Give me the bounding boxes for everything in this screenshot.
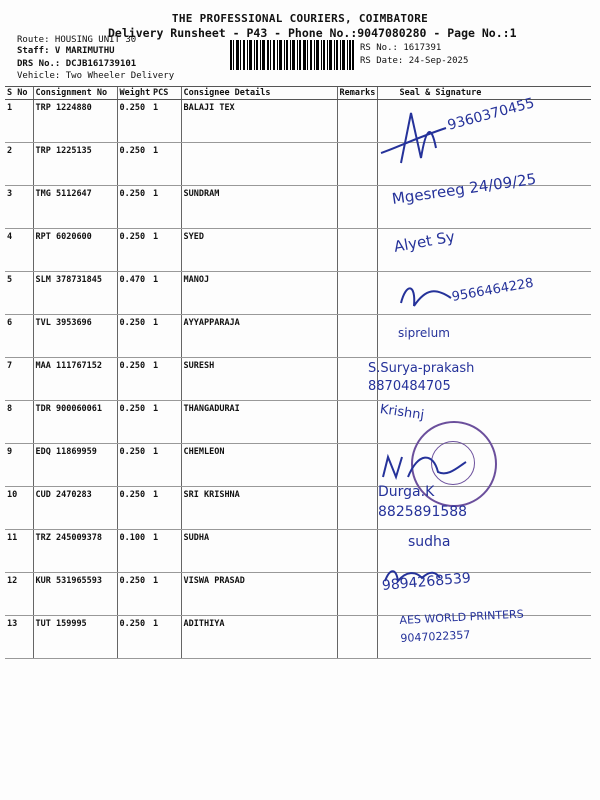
cell-consignee: AYYAPPARAJA xyxy=(181,315,337,358)
cell-sno: 8 xyxy=(5,401,33,444)
cell-pcs: 1 xyxy=(151,444,181,487)
drs-number: DRS No.: DCJB161739101 xyxy=(17,59,137,69)
cell-consignment: RPT 6020600 xyxy=(33,229,117,272)
cell-consignee: SRI KRISHNA xyxy=(181,487,337,530)
cell-sno: 13 xyxy=(5,616,33,659)
table-row xyxy=(5,401,591,444)
cell-consignee xyxy=(181,143,337,186)
cell-pcs: 1 xyxy=(151,186,181,229)
cell-remarks xyxy=(337,616,377,659)
cell-consignment: MAA 111767152 xyxy=(33,358,117,401)
col-header-signature: Seal & Signature xyxy=(377,87,591,100)
cell-consignment: TVL 3953696 xyxy=(33,315,117,358)
col-header-consignee: Consignee Details xyxy=(181,87,337,100)
cell-remarks xyxy=(337,573,377,616)
col-header-weight: Weight xyxy=(117,87,151,100)
table-header-row xyxy=(5,87,591,100)
vehicle-label: Vehicle: Two Wheeler Delivery xyxy=(17,71,175,81)
signature-scribble-icon xyxy=(376,108,456,168)
cell-sno: 7 xyxy=(5,358,33,401)
table-row xyxy=(5,444,591,487)
cell-pcs: 1 xyxy=(151,100,181,143)
signature-row-7: S.Surya-prakash 8870484705 xyxy=(368,361,475,394)
company-title: THE PROFESSIONAL COURIERS, COIMBATORE xyxy=(171,12,429,25)
cell-remarks xyxy=(337,272,377,315)
cell-sno: 10 xyxy=(5,487,33,530)
cell-consignee: THANGADURAI xyxy=(181,401,337,444)
cell-sno: 5 xyxy=(5,272,33,315)
cell-consignment: TRP 1225135 xyxy=(33,143,117,186)
cell-weight: 0.250 xyxy=(117,573,151,616)
signature-row-10: Durga.K 8825891588 xyxy=(378,484,468,520)
signature-row-12: 9894268539 xyxy=(381,570,472,594)
cell-sno: 9 xyxy=(5,444,33,487)
col-header-consignment: Consignment No xyxy=(33,87,117,100)
cell-consignment: TRZ 245009378 xyxy=(33,530,117,573)
cell-weight: 0.100 xyxy=(117,530,151,573)
cell-pcs: 1 xyxy=(151,401,181,444)
cell-pcs: 1 xyxy=(151,487,181,530)
cell-consignee: SUNDRAM xyxy=(181,186,337,229)
cell-consignment: CUD 2470283 xyxy=(33,487,117,530)
cell-remarks xyxy=(337,487,377,530)
cell-weight: 0.250 xyxy=(117,186,151,229)
cell-pcs: 1 xyxy=(151,616,181,659)
staff-label: Staff: V MARIMUTHU xyxy=(17,46,115,56)
cell-weight: 0.250 xyxy=(117,444,151,487)
cell-sno: 11 xyxy=(5,530,33,573)
signature-scribble-icon xyxy=(396,278,456,310)
cell-consignment: KUR 531965593 xyxy=(33,573,117,616)
cell-consignee: ADITHIYA xyxy=(181,616,337,659)
cell-remarks xyxy=(337,143,377,186)
cell-consignment: TDR 900060061 xyxy=(33,401,117,444)
cell-weight: 0.250 xyxy=(117,487,151,530)
cell-pcs: 1 xyxy=(151,315,181,358)
signature-row-3: Mgesreeg 24/09/25 xyxy=(390,169,538,208)
runsheet-subtitle: Delivery Runsheet - P43 - Phone No.:9047080280 - Page No.:1 xyxy=(108,26,517,40)
cell-weight: 0.250 xyxy=(117,616,151,659)
cell-consignee: SURESH xyxy=(181,358,337,401)
cell-weight: 0.250 xyxy=(117,100,151,143)
cell-weight: 0.470 xyxy=(117,272,151,315)
signature-row-6: siprelum xyxy=(398,326,450,340)
cell-pcs: 1 xyxy=(151,143,181,186)
cell-consignee: SYED xyxy=(181,229,337,272)
cell-consignee: MANOJ xyxy=(181,272,337,315)
cell-sno: 4 xyxy=(5,229,33,272)
signature-row-5: 9566464228 xyxy=(450,275,535,305)
barcode-icon xyxy=(230,40,354,70)
cell-pcs: 1 xyxy=(151,530,181,573)
cell-weight: 0.250 xyxy=(117,315,151,358)
cell-sno: 12 xyxy=(5,573,33,616)
cell-remarks xyxy=(337,229,377,272)
rs-date: RS Date: 24-Sep-2025 xyxy=(360,56,469,66)
cell-consignment: TRP 1224880 xyxy=(33,100,117,143)
cell-consignment: EDQ 11869959 xyxy=(33,444,117,487)
col-header-sno: S No xyxy=(5,87,33,100)
table-row xyxy=(5,229,591,272)
cell-pcs: 1 xyxy=(151,272,181,315)
cell-consignee: CHEMLEON xyxy=(181,444,337,487)
cell-consignee: VISWA PRASAD xyxy=(181,573,337,616)
col-header-remarks: Remarks xyxy=(337,87,377,100)
cell-pcs: 1 xyxy=(151,573,181,616)
cell-weight: 0.250 xyxy=(117,143,151,186)
cell-remarks xyxy=(337,444,377,487)
cell-consignment: SLM 378731845 xyxy=(33,272,117,315)
cell-weight: 0.250 xyxy=(117,358,151,401)
col-header-pcs: PCS xyxy=(151,87,181,100)
cell-pcs: 1 xyxy=(151,229,181,272)
cell-sno: 6 xyxy=(5,315,33,358)
rs-number: RS No.: 1617391 xyxy=(360,43,442,53)
route-label: Route: HOUSING UNIT 30 xyxy=(17,35,137,45)
table-row xyxy=(5,315,591,358)
cell-consignment: TMG 5112647 xyxy=(33,186,117,229)
cell-remarks xyxy=(337,186,377,229)
signature-row-1: 9360370455 xyxy=(445,95,537,134)
cell-consignment: TUT 159995 xyxy=(33,616,117,659)
signature-row-13: AES WORLD PRINTERS 9047022357 xyxy=(399,607,524,645)
cell-sno: 2 xyxy=(5,143,33,186)
cell-remarks xyxy=(337,401,377,444)
signature-row-11: sudha xyxy=(408,534,451,550)
signature-row-8: Krishnj xyxy=(378,402,425,424)
cell-remarks xyxy=(337,315,377,358)
cell-sno: 1 xyxy=(5,100,33,143)
table-row xyxy=(5,530,591,573)
cell-remarks xyxy=(337,100,377,143)
signature-scribble-icon xyxy=(378,452,468,482)
cell-weight: 0.250 xyxy=(117,401,151,444)
cell-remarks xyxy=(337,530,377,573)
cell-sno: 3 xyxy=(5,186,33,229)
cell-pcs: 1 xyxy=(151,358,181,401)
signature-row-4: Alyet Sy xyxy=(392,227,457,256)
cell-weight: 0.250 xyxy=(117,229,151,272)
cell-consignee: SUDHA xyxy=(181,530,337,573)
cell-consignee: BALAJI TEX xyxy=(181,100,337,143)
